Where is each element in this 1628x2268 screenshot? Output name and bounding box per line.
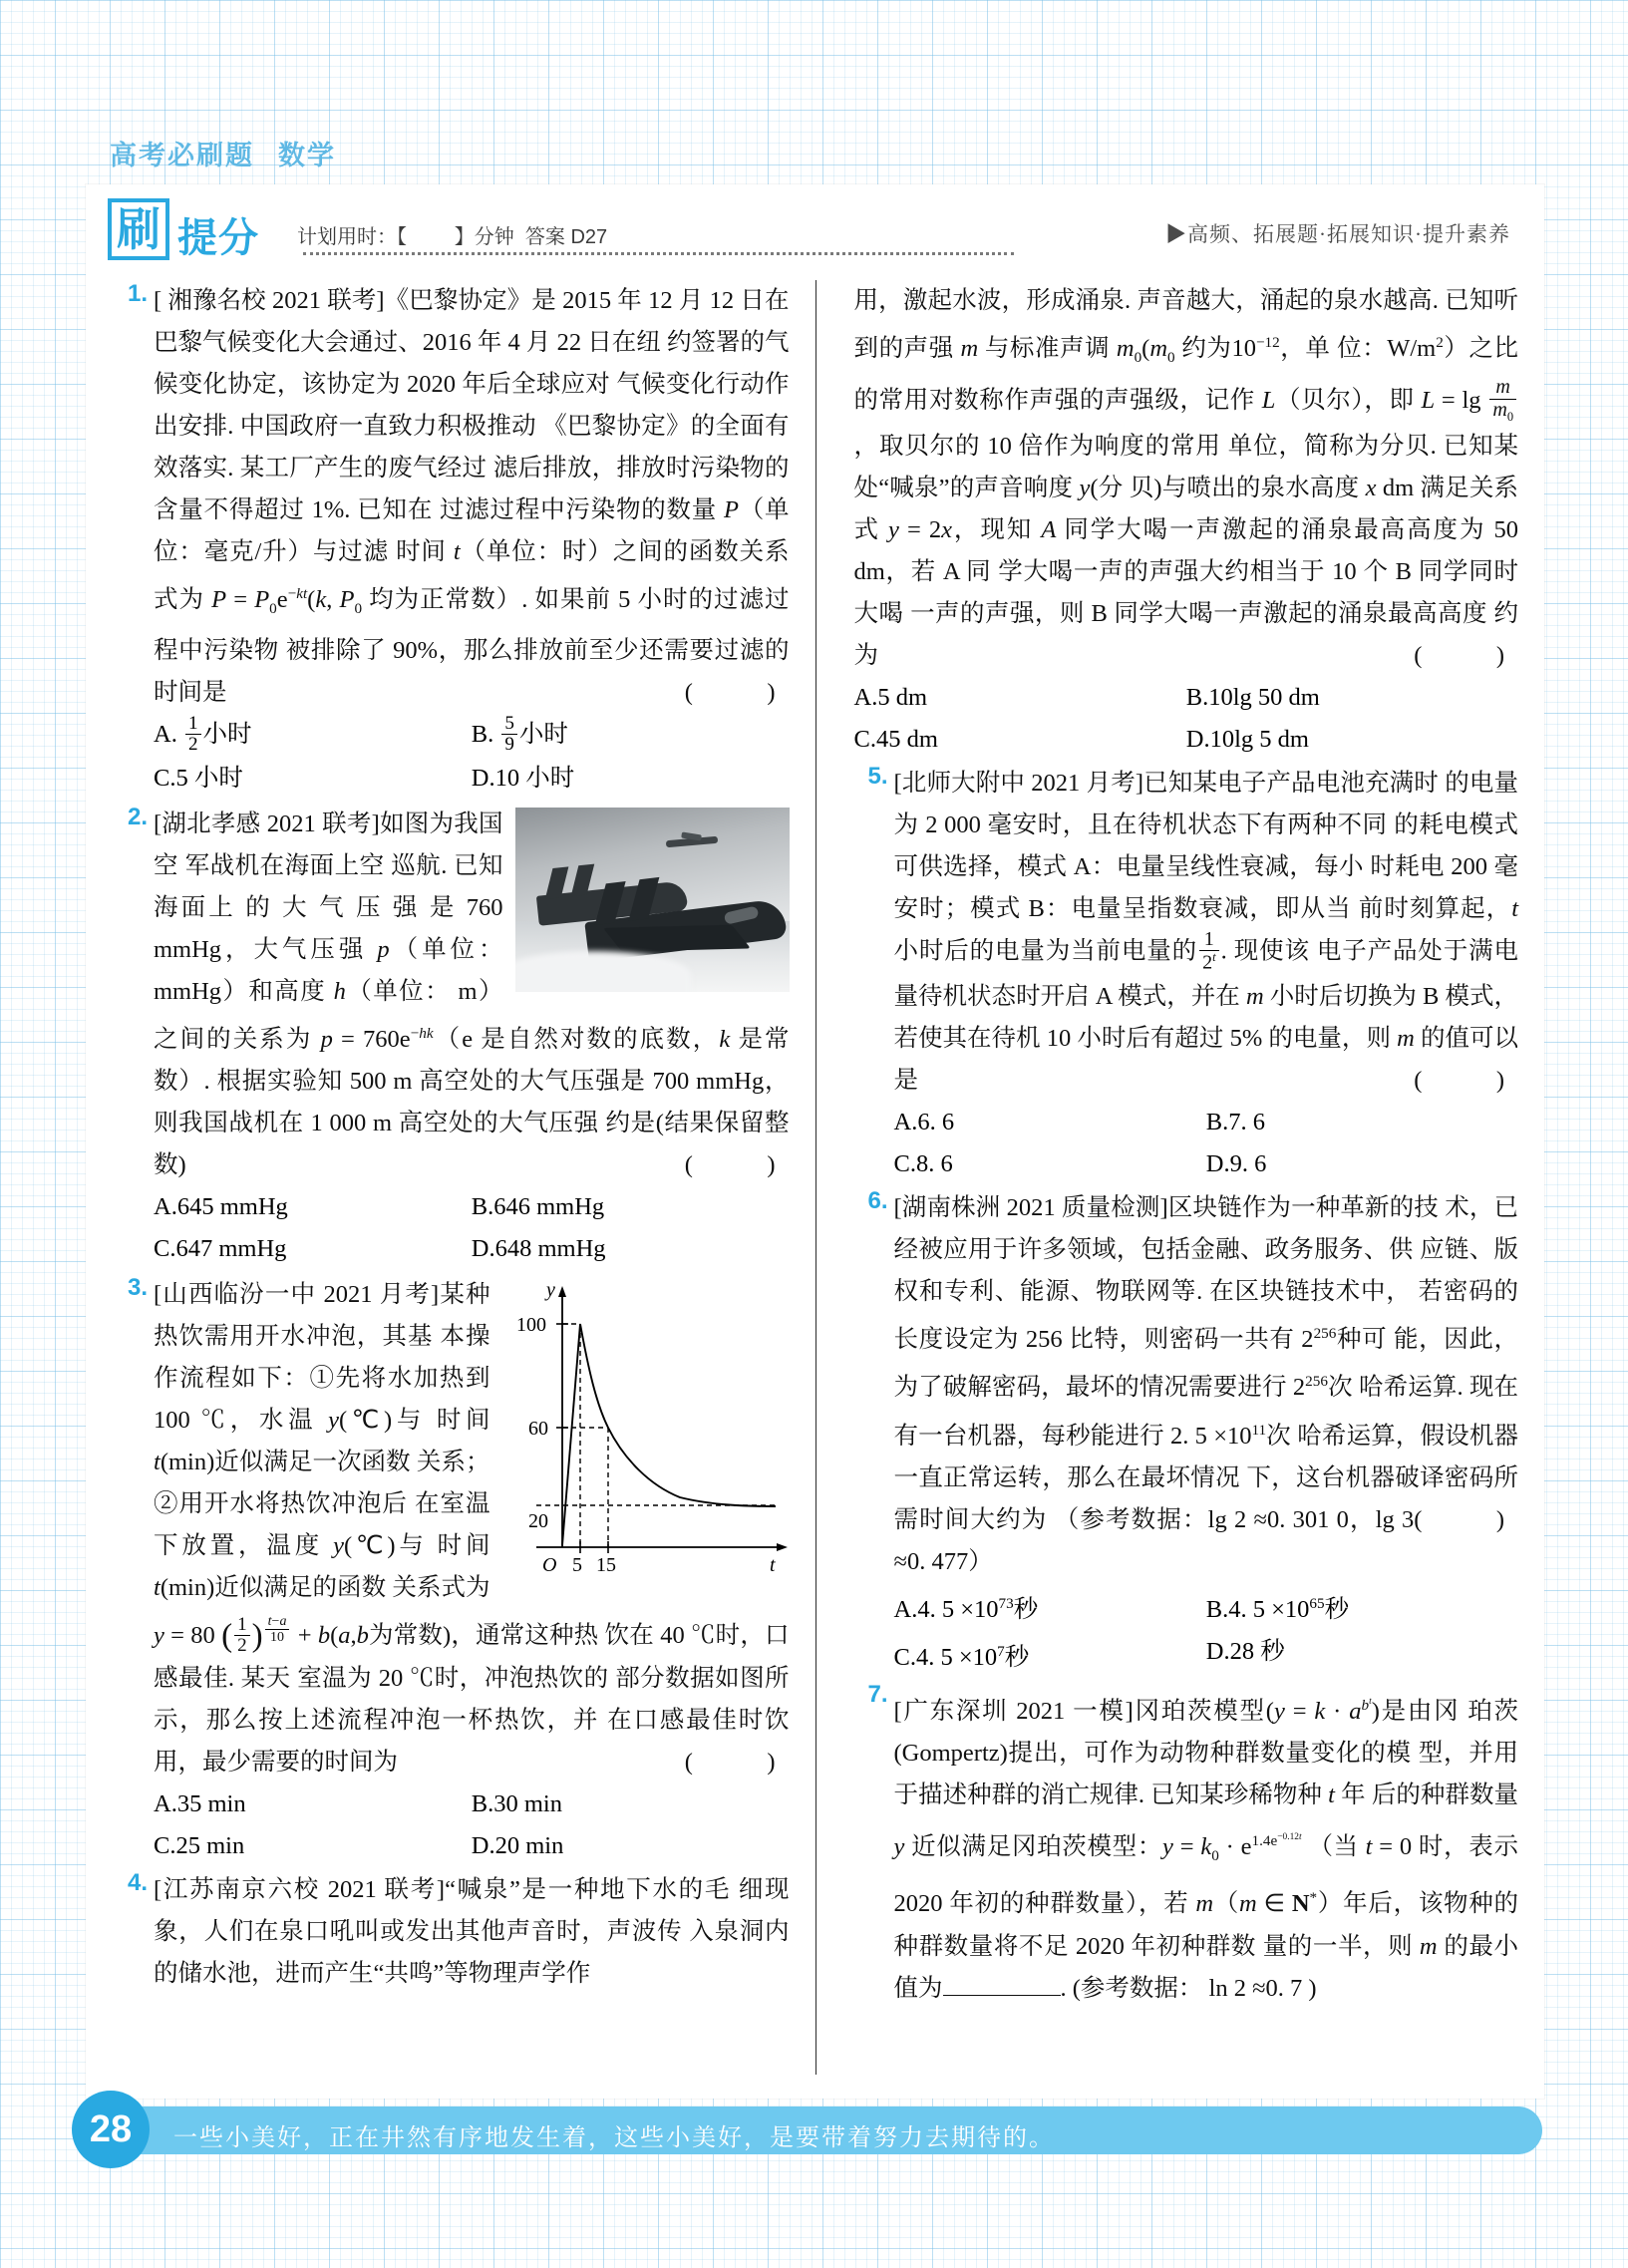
q3-line12: 在口感最佳时饮用，最少需要的时间为: [154, 1707, 790, 1777]
q6-option-c[interactable]: C.4. $5 \times 10^7$秒: [893, 1642, 1030, 1672]
q5-option-a[interactable]: A.6. 6: [893, 1109, 955, 1136]
q5-l8a: 5% 的电量，则: [1229, 1025, 1398, 1053]
q1-answer-parens: ( ): [684, 679, 790, 707]
q7-l5a: （当: [1308, 1833, 1366, 1861]
question-7-number: 7.: [867, 1681, 888, 1709]
section-banner: [86, 194, 1544, 272]
question-2-number: 2.: [127, 803, 148, 830]
question-4-continued: [854, 280, 1519, 761]
question-1-options-2: [154, 758, 790, 800]
q5-l3: 的耗电模式可供选择，模式 A：电量呈线性衰减，每小: [893, 811, 1519, 881]
q2-line4: 的 大 气 压 强 是: [245, 893, 458, 921]
q1-option-b-label: B.: [471, 721, 494, 749]
q1-line7b: （单位：毫克/升）与过滤: [154, 496, 790, 565]
q6-l5a: 能，因此，为了破解密码，最坏的情况需要进行 2: [893, 1326, 1519, 1402]
question-3-source: [山西临汾一中 2021 月考]: [154, 1280, 440, 1308]
q1-option-b-text: 小时: [518, 721, 568, 749]
q5-option-c[interactable]: C.8. 6: [893, 1150, 953, 1178]
q1-line10: 被排除了 90%，那么排放前至少还需要过滤的时间是: [154, 637, 790, 707]
question-2-options: [154, 1186, 790, 1228]
question-1-number: 1.: [127, 280, 148, 307]
q2-line9: 约是(结果保留整数): [154, 1109, 790, 1178]
q4-r3b: ）之比的常用对数称作声强的声强级，记作: [853, 335, 1519, 415]
question-2-source: [湖北孝感 2021 联考]: [154, 810, 380, 837]
q5-l5a: 前时刻算起，: [1358, 895, 1512, 923]
q6-l8: 下，这台机器破译密码所需时间大约为: [893, 1463, 1519, 1533]
q7-l5c: （: [1213, 1890, 1240, 1918]
right-column: [815, 280, 1545, 2075]
q5-answer-parens: ( ): [1414, 1067, 1518, 1095]
q3-line9: 饮在 40 ℃时，口感最佳. 某天: [154, 1621, 790, 1693]
q5-l1: 已知某电子产品电池充满时: [1143, 770, 1439, 798]
left-column: [86, 280, 815, 2075]
q4-r4a: （贝尔），即: [1275, 387, 1422, 415]
q6-option-d[interactable]: D.28 秒: [1205, 1637, 1285, 1665]
chart-y-axis-label: y: [545, 1279, 555, 1301]
question-6-source: [湖南株洲 2021 质量检测]: [893, 1194, 1168, 1222]
q3-line6b: (min)近似满足的函数: [160, 1573, 387, 1601]
q1-option-a[interactable]: [154, 714, 472, 758]
answer-ref-label: 答案 D27: [524, 226, 608, 248]
q7-l3b: 年: [1334, 1782, 1366, 1809]
q2-line1: 如图为我国空: [154, 810, 503, 879]
q6-l1: 区块链作为一种革新的技: [1167, 1194, 1439, 1222]
q2-option-a[interactable]: A.645 mmHg: [154, 1192, 288, 1220]
q1-option-d[interactable]: [472, 758, 790, 800]
q6-l3: 应链、版权和专利、能源、物联网等. 在区块链技术中，: [893, 1236, 1519, 1306]
question-5-body: [北师大附中 2021 月考]已知某电子产品电池充满时 的电量为 2 000 毫安时，且在待机状态下有两种不同 的耗电模式可供选择，模式 A：电量呈线性衰减，每小 时耗电 200 毫安时；模式 B：电量呈指数衰减，即从当 前时刻算起，t 小时后的电量为当前电量的 $\frac{1}{2^t}$ . 现使该 电子产品处于满电量待机状态时开启 A 模式，并在 m 小时后切换为 B 模式，若使其在待机 10 小时后有超过 5% 的电量，则 m 的值可以是 ( ): [894, 763, 1519, 1102]
q7-l1a: 冈珀茨模型(: [1133, 1698, 1274, 1726]
question-1-body: [ 湘豫名校 2021 联考]《巴黎协定》是 2015 年 12 月 12 日在巴黎气候变化大会通过、2016 年 4 月 22 日在纽 约签署的气候变化协定，该协定为 2020 年后全球应对 气候变化行动作出安排. 中国政府一直致力积极推动 《巴黎协定》的全面有效落实. 某工厂产生的废气经过 滤后排放，排放时污染物的含量不得超过 1%. 已知在 过滤过程中污染物的数量 P（单位：毫克/升）与过滤 时间 t（单位：时）之间的函数关系式为 $P = P_0e^{-kt}(k$, $P_0$ 均为正常数）. 如果前 5 小时的过滤过程中污染物 被排除了 90%，那么排放前至少还需要过滤的时间是 ( ): [154, 280, 790, 714]
question-1-source: [ 湘豫名校 2021 联考]: [154, 287, 385, 314]
chart-y-tick-100: 100: [515, 1313, 546, 1336]
running-head-book: 高考必刷题: [110, 141, 254, 170]
q2-line5b: （单位：mmHg）和高度: [154, 935, 503, 1005]
question-6-options-2: [894, 1631, 1519, 1679]
q2-option-c[interactable]: C.647 mmHg: [154, 1234, 287, 1262]
shua-logo-box: [108, 198, 169, 260]
q3-line4: 关系；②用开水将热饮冲泡后: [154, 1448, 490, 1517]
question-3-options-2: [154, 1825, 790, 1867]
q1-line8a: 时间: [396, 538, 454, 565]
q2-line5a: 760 mmHg，大气压强: [154, 893, 503, 963]
question-5: [854, 763, 1519, 1185]
q4-line2: 细现象，人们在泉口吼叫或发出其他声音时，声波传: [154, 1876, 790, 1946]
running-head: [110, 134, 336, 172]
q3-option-b[interactable]: B.30 min: [471, 1790, 562, 1818]
q1-option-a-text: 小时: [202, 721, 252, 749]
running-head-subject: 数学: [278, 141, 336, 170]
q6-l7: 哈希运算，假设机器一直正常运转，那么在最坏情况: [893, 1422, 1519, 1491]
q1-line5: 《巴黎协定》的全面有效落实. 某工厂产生的废气经过: [154, 413, 790, 482]
chart-svg: [500, 1280, 790, 1579]
question-5-options-2: [894, 1143, 1519, 1185]
q6-l4a: 若密码的长度设定为 256 比特，则密码一共有 2: [893, 1278, 1519, 1354]
question-3-body: y t 100 60 20 O 5 15 [山西临汾一中 2021 月考]某种热饮需用开水冲泡，其基 本操作流程如下：①先将水加热到 100 ℃，水温 y(℃)与 时间 t(min)近似满足一次函数 关系；②用开水将热饮冲泡后 在室温下放置，温度 y(℃)与 时间 t(min)近似满足的函数 关系式为 y = 80 ( $\frac{1}{2}$ ) $^{\frac{t-a}{10}}$ + b(a,b为常数)，通常这种热 饮在 40 ℃时，口感最佳. 某天 室温为 20 ℃时，冲泡热饮的 部分数据如图所示，那么按上述流程冲泡一杯热饮，并 在口感最佳时饮用，最少需要的时间为 ( ): [154, 1274, 790, 1784]
q5-l7: 小时后切换为 B 模式，若使其在待机 10 小时后有超过: [893, 983, 1519, 1053]
q5-l5c: . 现使该: [1220, 937, 1310, 965]
q7-l7b: 的最小值为: [893, 1932, 1519, 2002]
q4-answer-parens: ( ): [1414, 642, 1518, 670]
q4-r6c: ，现知: [951, 516, 1042, 544]
q7-l1b: )是由冈: [1371, 1698, 1461, 1726]
q2-line2: 军战机在海面上空: [184, 851, 385, 879]
question-6: [854, 1187, 1519, 1679]
q7-l3a: 型，并用于描述种群的消亡规律. 已知某珍稀物种: [893, 1740, 1519, 1809]
q2-line3: 巡航. 已知海面上: [154, 851, 503, 921]
question-7-source: [广东深圳 2021 一模]: [893, 1698, 1134, 1726]
q3-line3b: (min)近似满足一次函数: [160, 1448, 411, 1475]
q6-l4b: 种可: [1336, 1326, 1388, 1354]
q3-line10: 室温为 20 ℃时，冲泡热饮的: [297, 1665, 609, 1693]
plan-time-suffix: 】分钟: [454, 226, 514, 248]
q3-option-a[interactable]: A.35 min: [154, 1790, 246, 1818]
q5-l8b: 的值可以是: [893, 1025, 1518, 1095]
question-7-body: [广东深圳 2021 一模]冈珀茨模型$(y = k \cdot a^{b^t})$是由冈 珀茨(Gompertz)提出，可作为动物种群数量变化的模 型，并用于描述种群的消亡规律. 已知某珍稀物种 t 年 后的种群数量 y 近似满足冈珀茨模型：$y = k_0 \cdot e^{1.4e^{-0.12t}}$ （当 t = 0 时，表示 2020 年初的种群数量），若 m（m ∈ N*）年后，该物种的种群数量将不足 2020 年初种群数 量的一半，则 m 的最小值为 . (参考数据： ln 2 ≈0. 7 ): [893, 1697, 1519, 2002]
q1-line3: 约签署的气候变化协定，该协定为 2020 年后全球应对: [154, 329, 790, 398]
q7-l6a: ）年后，该物种的种群数量将不足 2020 年初种群数: [893, 1890, 1519, 1960]
q4-r6a: 贝)与喷出的泉水高度: [1129, 475, 1366, 502]
q6-answer-parens: ( ): [1414, 1505, 1518, 1533]
q5-l4: 时耗电 200 毫安时；模式 B：电量呈指数衰减，即从当: [893, 853, 1519, 923]
q4-option-c[interactable]: C.45 dm: [853, 726, 938, 754]
plan-time-prefix: 计划用时：【: [297, 226, 407, 248]
q4-option-a[interactable]: A.5 dm: [853, 684, 928, 712]
q4-r3a: 位：W/m: [1337, 335, 1437, 363]
question-1-options: [154, 714, 790, 758]
distant-aircraft-icon: [666, 836, 718, 848]
chart-x-tick-origin: O: [541, 1553, 556, 1576]
q4-r10: 约为: [853, 600, 1519, 670]
question-3-options: [154, 1783, 790, 1825]
q1-line7a: 过滤过程中污染物的数量: [440, 496, 724, 523]
question-1: [114, 280, 790, 800]
q5-l2: 的电量为 2 000 毫安时，且在待机状态下有两种不同: [893, 770, 1519, 839]
question-3: [114, 1274, 790, 1868]
q7-l8: ln 2 ≈0. 7 ): [1208, 1974, 1317, 2002]
question-3-number: 3.: [127, 1273, 148, 1301]
question-2: [114, 804, 790, 1270]
footer-quote: 一些小美好，正在井然有序地发生着，这些小美好，是要带着努力去期待的。: [173, 2125, 1055, 2151]
q6-option-a[interactable]: A.4. $5 \times 10^{73}$秒: [893, 1594, 1039, 1623]
dotted-rule: [303, 252, 1014, 255]
q4-r2b: 与标准声调: [978, 335, 1117, 363]
q4-r2c: 约为10: [1174, 335, 1256, 363]
q2-line6a: m）之间的关系为: [154, 977, 503, 1053]
question-4-body-left: [154, 1869, 790, 1995]
q5-option-b[interactable]: B.7. 6: [1205, 1109, 1265, 1136]
question-4-number: 4.: [127, 1869, 148, 1897]
two-column-body: [86, 280, 1544, 2075]
question-6-options: [894, 1583, 1519, 1631]
q3-option-d[interactable]: D.20 min: [471, 1832, 564, 1860]
q7-l7c: . (参考数据：: [1060, 1974, 1203, 2002]
q6-l2: 术，已经被应用于许多领域，包括金融、政务服务、供: [893, 1194, 1519, 1264]
question-4: [114, 1869, 790, 1995]
q4-line1: “喊泉”是一种地下水的毛: [445, 1876, 732, 1904]
q7-answer-blank[interactable]: [943, 1995, 1061, 1996]
q1-line4: 气候变化行动作出安排. 中国政府一直致力积极推动: [154, 371, 790, 440]
q6-option-b[interactable]: B.4. $5 \times 10^{65}$秒: [1205, 1594, 1350, 1623]
page-number-badge: 28: [72, 2091, 150, 2168]
q1-option-d-text: 10 小时: [494, 764, 575, 792]
q3-option-c[interactable]: C.25 min: [154, 1832, 245, 1860]
chart-y-tick-20: 20: [527, 1509, 548, 1532]
question-6-number: 6.: [867, 1187, 888, 1215]
question-4-options-2: [854, 719, 1519, 761]
fighter-jet-photo: [515, 808, 790, 992]
q4-r6b: dm 满足关系式: [853, 475, 1519, 544]
section-title: 提分: [177, 216, 259, 260]
q5-l6a: 电子产品处于满电量待机状态时开启 A 模式，并在: [893, 937, 1519, 1011]
q3-line6a: 时间: [437, 1531, 490, 1559]
q4-option-d[interactable]: D.10lg 5 dm: [1185, 726, 1309, 754]
q7-l7a: 量的一半，则: [1262, 1932, 1420, 1960]
q1-option-a-label: A.: [154, 721, 177, 749]
chart-x-tick-15: 15: [595, 1553, 616, 1576]
q1-option-c[interactable]: [154, 758, 472, 800]
q6-reference-data: （参考数据：lg 2 ≈0. 301 0，lg 3 ≈0. 477）: [893, 1505, 1415, 1575]
q7-l2: 珀茨(Gompertz)提出，可作为动物种群数量变化的模: [893, 1698, 1518, 1768]
q3-line3a: 时间: [436, 1406, 490, 1434]
q4-r2d: ，单: [1279, 335, 1331, 363]
temperature-time-chart: [500, 1280, 790, 1579]
chart-x-tick-5: 5: [571, 1553, 582, 1576]
q3-line1: 某种热饮需用开水冲泡，其基: [154, 1280, 490, 1350]
q6-l5b: 次: [1327, 1374, 1353, 1402]
q2-answer-parens: ( ): [684, 1150, 790, 1178]
question-6-body: [湖南株洲 2021 质量检测]区块链作为一种革新的技 术，已经被应用于许多领域，包括金融、政务服务、供 应链、版权和专利、能源、物联网等. 在区块链技术中， 若密码的长度设定为 256 比特，则密码一共有 $2^{256}$种可 能，因此，为了破解密码，最坏的情况需要进行 $2^{256}$次 哈希运算. 现在有一台机器，每秒能进行 2. $5 \times 10^{11}$次 哈希运算，假设机器一直正常运转，那么在最坏情况 下，这台机器破译密码所需时间大约为 ( ) （参考数据：lg 2 ≈0. 301 0，lg 3 ≈0. 477）: [893, 1194, 1519, 1575]
chart-x-axis-label: t: [769, 1553, 776, 1576]
q4-r7: 同学大喝一声激起的涌泉最高高度为 50 dm，若 A 同: [853, 516, 1519, 586]
q2-line7: 是常数）. 根据实验知 500 m 高空处的大气压强是: [154, 1025, 790, 1095]
q6-l6a: 哈希运算. 现在有一台机器，每秒能进行 2. 5 ×10: [893, 1374, 1519, 1450]
question-2-body: [湖北孝感 2021 联考]如图为我国空 军战机在海面上空 巡航. 已知海面上 的 大 气 压 强 是 760 mmHg，大气压强 p（单位：mmHg）和高度 h（单位： m）之间的关系为 $p = 760e^{-hk}(e$ 是自然对数的底数，k 是常数）. 根据实验知 500 m 高空处的大气压强是 700 mmHg，则我国战机在 1 000 m 高空处的大气压强 约是(结果保留整数) ( ): [154, 804, 790, 1186]
q2-line5c: （单位：: [345, 977, 451, 1005]
q1-option-b[interactable]: [472, 714, 790, 758]
question-4-options: [854, 677, 1519, 719]
q4-r2a: 已知听到的声强: [853, 287, 1519, 363]
q3-line8: 为常数)，通常这种热: [368, 1621, 599, 1649]
q4-r8: 学大喝一声的声强大约相当于 10 个 B 同学同时大喝: [853, 558, 1519, 628]
q7-l4a: 后的种群数量: [1371, 1782, 1519, 1809]
question-5-options: [894, 1102, 1519, 1143]
chart-y-tick-60: 60: [527, 1417, 548, 1440]
q4-r1: 用，激起水波，形成涌泉. 声音越大，涌起的泉水越高.: [853, 287, 1439, 314]
q1-option-c-label: C.: [154, 764, 176, 792]
banner-tagline: ▶高频、拓展题·拓展知识·提升素养: [1165, 222, 1510, 246]
q4-r5a: 单位，简称为分贝. 已知某处“喊泉”的声音响度: [853, 433, 1519, 502]
q2-line6b: （e 是自然对数的底数，: [433, 1025, 720, 1053]
page-sheet: [86, 184, 1544, 2099]
q1-option-c-text: 5 小时: [175, 764, 243, 792]
q3-answer-parens: ( ): [684, 1749, 790, 1777]
q4-r9: 一声的声强，则 B 同学大喝一声激起的涌泉最高高度: [910, 600, 1487, 628]
q3-line2: 本操作流程如下：①先将水加热到 100 ℃，水温: [154, 1322, 490, 1434]
question-5-source: [北师大附中 2021 月考]: [893, 770, 1144, 798]
q4-line3: 入泉洞内的储水池，进而产生“共鸣”等物理声学作: [154, 1918, 790, 1988]
shua-logo-char: 刷: [117, 203, 161, 255]
q4-option-b[interactable]: B.10lg 50 dm: [1185, 684, 1320, 712]
q1-line6: 滤后排放，排放时污染物的含量不得超过 1%. 已知在: [154, 455, 790, 523]
q1-line8b: （单位：时）之间的函数关系式为: [154, 538, 790, 614]
plan-time-label: [297, 220, 607, 249]
q3-line5a: 在室温下放置，温度: [154, 1489, 490, 1559]
question-4-body-right: 用，激起水波，形成涌泉. 声音越大，涌起的泉水越高. 已知听到的声强 m 与标准声调 $m_0(m_0$ 约为$10^{-12}$，单 位：$W/m^2$）之比的常用对数称作声强的声强级，记作 L（贝尔），即 L = lg $\frac{m}{m_0}$ ，取贝尔的 10 倍作为响度的常用 单位，简称为分贝. 已知某处“喊泉”的声音响度 y(分 贝)与喷出的泉水高度 x dm 满足关系式 y = 2x，现知 A 同学大喝一声激起的涌泉最高高度为 50 dm，若 A 同 学大喝一声的声强大约相当于 10 个 B 同学同时大喝 一声的声强，则 B 同学大喝一声激起的涌泉最高高度 约为 ( ): [854, 280, 1519, 677]
q5-option-d[interactable]: D.9. 6: [1205, 1150, 1267, 1178]
q2-option-d[interactable]: D.648 mmHg: [471, 1234, 606, 1262]
q7-l5b: 时，表示 2020 年初的种群数量），若: [893, 1833, 1518, 1918]
q3-line5b: (℃)与: [343, 1531, 428, 1559]
question-2-options-2: [154, 1228, 790, 1270]
q3-line2b: (℃)与: [338, 1406, 427, 1434]
question-5-number: 5.: [867, 763, 888, 791]
q5-l5b: 小时后的电量为当前电量的: [893, 937, 1198, 965]
q2-line8: 700 mmHg，则我国战机在 1 000 m 高空处的大气压强: [154, 1067, 790, 1136]
q1-option-a-fraction: $\frac{1}{2}$: [185, 714, 201, 756]
q4-r5b: (分: [1090, 475, 1124, 502]
q1-line9: 均为正常数）. 如果前 5 小时的过滤过程中污染物: [154, 586, 790, 665]
q7-l4b: 近似满足冈珀茨模型：: [904, 1833, 1163, 1861]
q2-option-b[interactable]: B.646 mmHg: [471, 1192, 605, 1220]
q1-option-b-fraction: $\frac{5}{9}$: [501, 714, 517, 756]
q1-line2: 日在巴黎气候变化大会通过、2016 年 4 月 22 日在纽: [154, 287, 790, 356]
question-7: [854, 1681, 1519, 2009]
q1-option-d-label: D.: [471, 764, 495, 792]
q6-l6b: 次: [1266, 1422, 1291, 1450]
question-4-source: [江苏南京六校 2021 联考]: [154, 1876, 446, 1904]
q1-line1: 《巴黎协定》是 2015 年 12 月 12: [384, 287, 735, 314]
q3-line7: 关系式为: [392, 1573, 490, 1601]
q3-line11: 部分数据如图所示，那么按上述流程冲泡一杯热饮，并: [154, 1665, 790, 1735]
page-footer: [0, 2073, 1628, 2190]
q4-r4b: ，取贝尔的 10 倍作为响度的常用: [853, 433, 1221, 461]
